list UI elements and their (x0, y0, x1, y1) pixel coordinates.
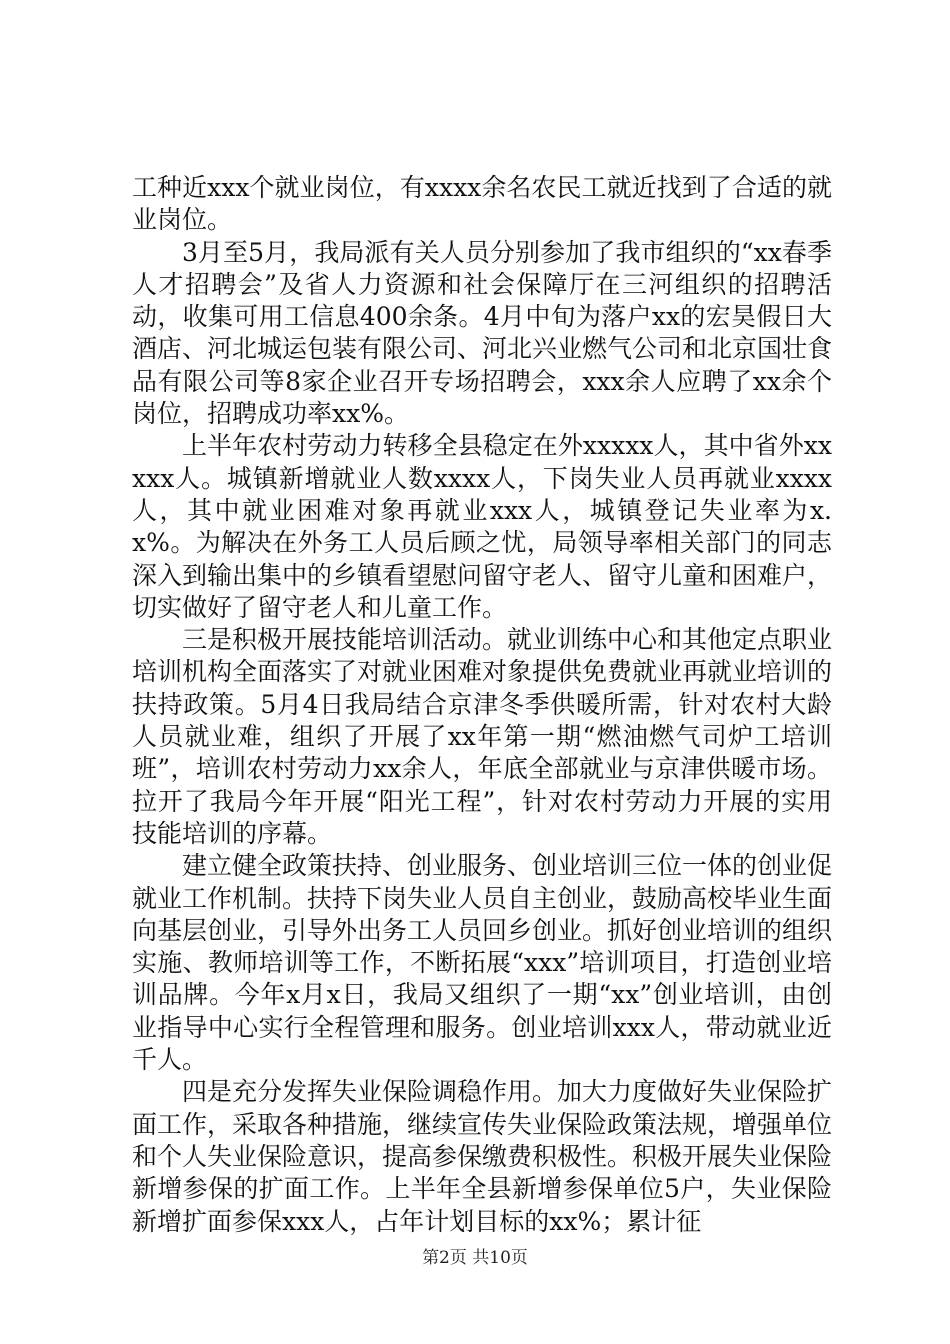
body-paragraph: 上半年农村劳动力转移全县稳定在外xxxxx人，其中省外xxxxx人。城镇新增就业人数xxxx人，下岗失业人员再就业xxxx人，其中就业困难对象再就业xxx人，城镇登记失业率为x.x%。为解决在外务工人员后顾之忧，局领导率相关部门的同志深入到输出集中的乡镇看望慰问留守老人、留守儿童和困难户，切实做好了留守老人和儿童工作。 (132, 431, 833, 622)
page-number-footer: 第2页 共10页 (422, 1248, 528, 1268)
body-paragraph: 建立健全政策扶持、创业服务、创业培训三位一体的创业促就业工作机制。扶持下岗失业人员自主创业，鼓励高校毕业生面向基层创业，引导外出务工人员回乡创业。抓好创业培训的组织实施、教师培训等工作，不断拓展“xxx”培训项目，打造创业培训品牌。今年x月x日，我局又组织了一期“xx”创业培训，由创业指导中心实行全程管理和服务。创业培训xxx人，带动就业近千人。 (132, 851, 833, 1075)
body-paragraph: 3月至5月，我局派有关人员分别参加了我市组织的“xx春季人才招聘会”及省人力资源和社会保障厅在三河组织的招聘活动，收集可用工信息400余条。4月中旬为落户xx的宏昊假日大酒店、河北城运包装有限公司、河北兴业燃气公司和北京国壮食品有限公司等8家企业召开专场招聘会，xxx余人应聘了xx余个岗位，招聘成功率xx%。 (132, 237, 833, 429)
body-paragraph: 四是充分发挥失业保险调稳作用。加大力度做好失业保险扩面工作，采取各种措施，继续宣传失业保险政策法规，增强单位和个人失业保险意识，提高参保缴费积极性。积极开展失业保险新增参保的扩面工作。上半年全县新增参保单位5户，失业保险新增扩面参保xxx人，占年计划目标的xx%；累计征 (132, 1077, 833, 1236)
body-paragraph: 三是积极开展技能培训活动。就业训练中心和其他定点职业培训机构全面落实了对就业困难对象提供免费就业再就业培训的扶持政策。5月4日我局结合京津冬季供暖所需，针对农村大龄人员就业难，组织了开展了xx年第一期“燃油燃气司炉工培训班”，培训农村劳动力xx余人，年底全部就业与京津供暖市场。拉开了我局今年开展“阳光工程”，针对农村劳动力开展的实用技能培训的序幕。 (132, 625, 833, 848)
document-body (132, 172, 832, 1238)
body-paragraph: 工种近xxx个就业岗位，有xxxx余名农民工就近找到了合适的就业岗位。 (132, 173, 832, 235)
